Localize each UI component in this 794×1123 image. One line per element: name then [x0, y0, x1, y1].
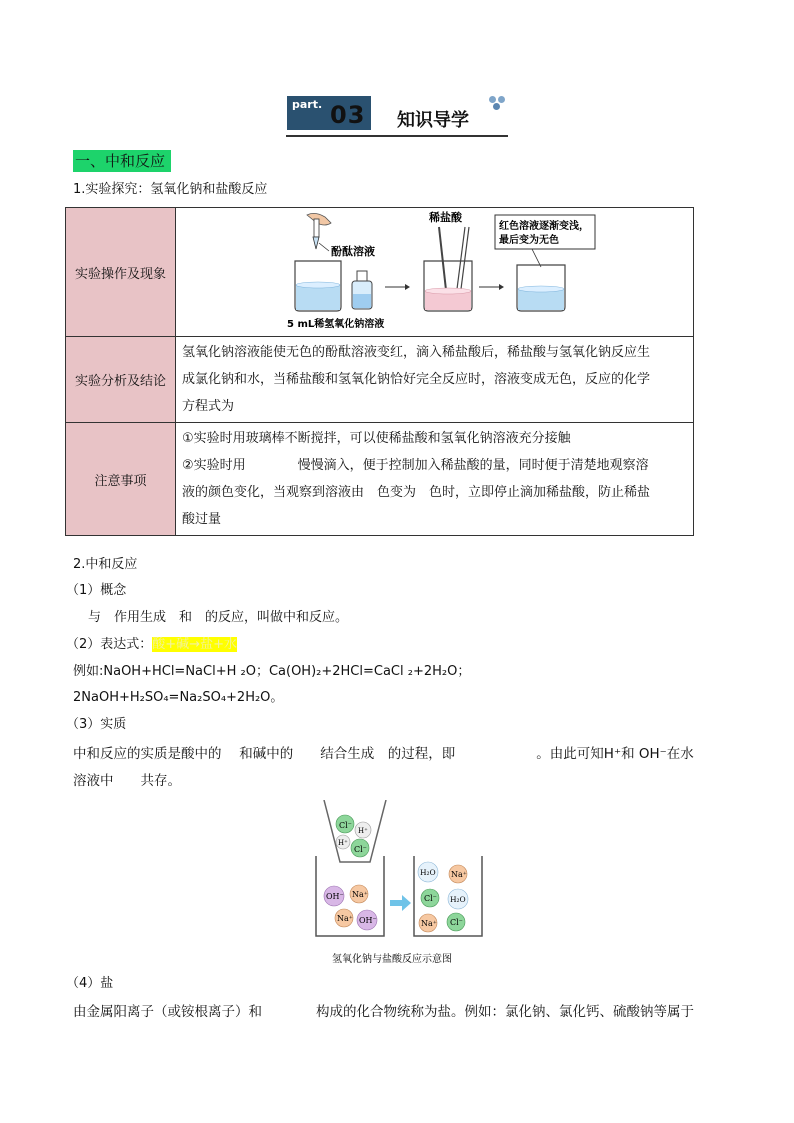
concept-heading: （1）概念 [66, 583, 127, 598]
content-line: 氢氧化钠溶液能使无色的酚酞溶液变红，滴入稀盐酸后，稀盐酸与氢氧化钠反应生 [182, 345, 651, 360]
table-row [66, 208, 694, 337]
figure-caption: 氢氧化钠与盐酸反应示意图 [332, 954, 452, 965]
example-equation: 2NaOH+H₂SO₄=Na₂SO₄+2H₂O。 [73, 690, 284, 705]
experiment-table [65, 207, 694, 536]
content-line: 成氯化钠和水，当稀盐酸和氢氧化钠恰好完全反应时，溶液变成无色，反应的化学 [182, 372, 651, 387]
content-line: ①实验时用玻璃棒不断搅拌，可以使稀盐酸和氢氧化钠溶液充分接触 [182, 431, 571, 446]
content-line: 液的颜色变化，当观察到溶液由 色变为 色时，立即停止滴加稀盐酸，防止稀盐 [182, 485, 651, 500]
beaker-label: 5 mL稀氢氧化钠溶液 [287, 319, 385, 330]
table-row [66, 423, 694, 536]
expression-row [66, 635, 237, 656]
essence-heading: （3）实质 [66, 717, 127, 732]
ion-label: H⁺ [358, 827, 368, 835]
ion-label: OH⁻ [359, 916, 377, 925]
subsection-title: 2.中和反应 [73, 557, 138, 572]
acid-label: 稀盐酸 [429, 211, 462, 224]
content-line: 方程式为 [182, 399, 235, 414]
decor-dot-icon [498, 96, 505, 103]
ion-label: H⁺ [338, 839, 348, 847]
ion-label: Cl⁻ [450, 918, 463, 927]
content-line: 酸过量 [182, 512, 222, 527]
note-line: 红色溶液逐渐变浅， [499, 221, 589, 232]
ion-label: OH⁻ [326, 892, 344, 901]
row-label: 注意事项 [66, 423, 176, 536]
dropper-label: 酚酞溶液 [331, 245, 375, 258]
reaction-figure [310, 800, 490, 972]
experiment-diagram-cell [176, 208, 694, 337]
ion-label: Na⁺ [421, 919, 437, 928]
ion-label: H₂O [450, 895, 466, 904]
row-content [176, 423, 694, 536]
note-line: 最后变为无色 [499, 235, 559, 246]
ion-label: Na⁺ [337, 914, 353, 923]
ion-label: Na⁺ [451, 870, 467, 879]
ion-label: Cl⁻ [424, 894, 437, 903]
expression-heading: （2）表达式： [66, 637, 153, 652]
row-label: 实验分析及结论 [66, 337, 176, 423]
expression-highlight: 酸+碱→盐+水 [152, 637, 237, 652]
salt-text: 由金属阳离子（或铵根离子）和 构成的化合物统称为盐。例如：氯化钠、氯化钙、硫酸钠等属于 [73, 1004, 694, 1020]
section-title: 一、中和反应 [73, 150, 171, 172]
concept-text: 与 作用生成 和 的反应，叫做中和反应。 [88, 610, 349, 625]
content-line: ②实验时用 慢慢滴入，便于控制加入稀盐酸的量，同时便于清楚地观察溶 [182, 458, 649, 473]
essence-text: 中和反应的实质是酸中的 和碱中的 结合生成 的过程，即 。由此可知H⁺和 OH⁻在水 [73, 746, 694, 762]
salt-heading: （4）盐 [66, 976, 114, 991]
part-number: 03 [330, 101, 366, 129]
page-title: 知识导学 [397, 110, 469, 131]
experiment-diagram [177, 209, 692, 335]
subsection-title: 1.实验探究：氢氧化钠和盐酸反应 [73, 182, 268, 197]
ion-label: Cl⁻ [354, 845, 367, 854]
example-equations: 例如:NaOH+HCl=NaCl+H ₂O；Ca(OH)₂+2HCl=CaCl ₂+2H₂O； [73, 664, 471, 679]
ion-label: Na⁺ [352, 890, 368, 899]
row-content [176, 337, 694, 423]
ion-label: Cl⁻ [339, 821, 352, 830]
decor-dot-icon [493, 103, 500, 110]
row-label: 实验操作及现象 [66, 208, 176, 337]
table-row [66, 337, 694, 423]
ion-label: H₂O [420, 868, 436, 877]
header-divider [286, 135, 508, 137]
part-label: part. [292, 98, 323, 111]
essence-text: 溶液中 共存。 [73, 773, 181, 789]
decor-dot-icon [489, 96, 496, 103]
